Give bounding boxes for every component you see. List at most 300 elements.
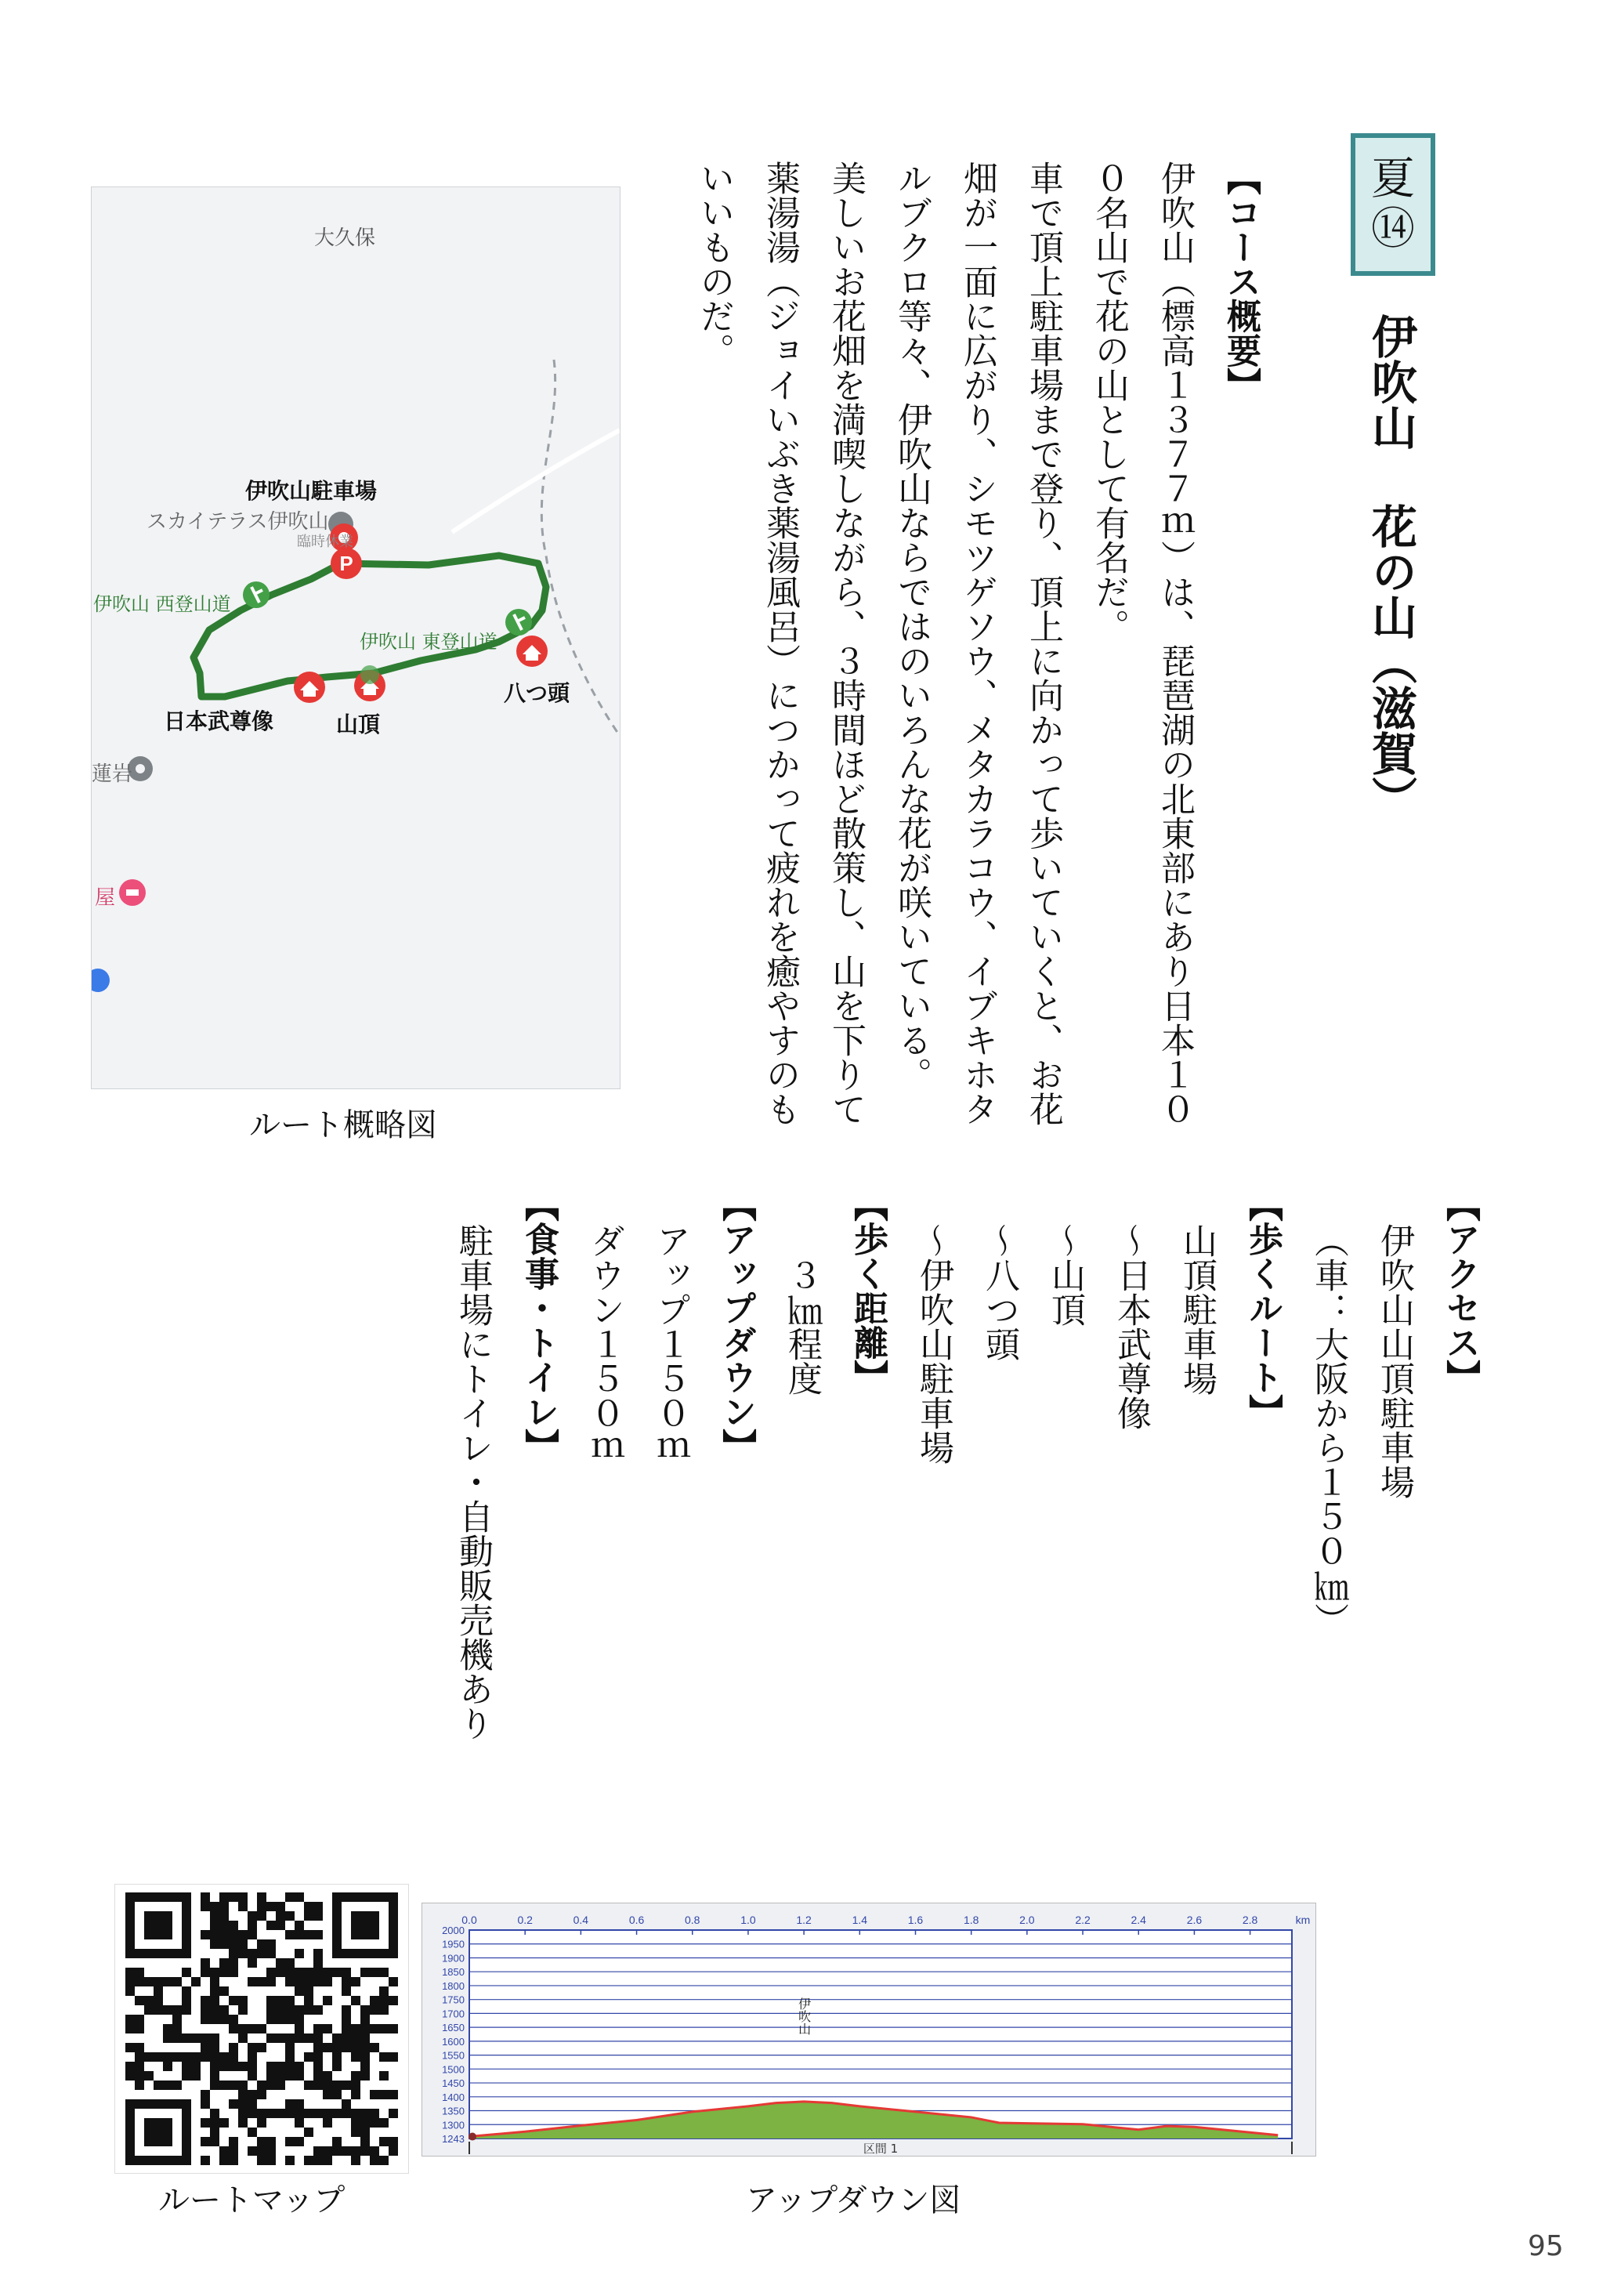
qr-module: [360, 2062, 370, 2071]
qr-module: [266, 2005, 276, 2015]
updown-heading: 【アップダウン】: [716, 1187, 756, 1463]
qr-module: [144, 1977, 154, 1986]
qr-module: [238, 2118, 248, 2128]
x-unit-label: km: [1295, 1914, 1311, 1926]
qr-module: [135, 1996, 144, 2005]
qr-module: [351, 2146, 360, 2156]
section-label: 区間 1: [863, 2142, 899, 2156]
route-step: ～山頂: [1045, 1223, 1085, 1327]
qr-module: [313, 2109, 323, 2118]
qr-module: [351, 2043, 360, 2052]
qr-module: [135, 2071, 144, 2081]
qr-module: [210, 2062, 219, 2071]
qr-module: [342, 2109, 351, 2118]
y-tick-label: 1450: [442, 2077, 465, 2090]
qr-module: [201, 1958, 210, 1968]
qr-module: [379, 2156, 389, 2165]
qr-module: [285, 2015, 295, 2024]
qr-module: [163, 2005, 172, 2015]
x-tick-label: 0.4: [573, 1914, 589, 1926]
qr-module: [313, 1958, 323, 1968]
qr-module: [295, 1930, 304, 1939]
qr-module: [257, 1939, 266, 1949]
blue-pin: [92, 969, 110, 992]
qr-module: [276, 1968, 285, 1977]
qr-module: [248, 2109, 257, 2118]
qr-module: [248, 2090, 257, 2099]
qr-module: [370, 1996, 379, 2005]
qr-module: [342, 1968, 351, 1977]
x-tick-label: 1.6: [907, 1914, 924, 1926]
y-tick-label: 1550: [442, 2049, 465, 2062]
qr-module: [257, 2146, 266, 2156]
qr-module: [210, 1996, 219, 2005]
qr-module: [285, 2005, 295, 2015]
y-tick-label: 1300: [442, 2119, 465, 2131]
y-tick-label: 2000: [442, 1925, 465, 1936]
qr-module: [370, 2005, 379, 2015]
qr-module: [182, 1986, 191, 1996]
qr-module: [266, 1902, 276, 1911]
qr-module: [342, 2043, 351, 2052]
qr-module: [257, 1977, 266, 1986]
qr-module: [201, 1996, 210, 2005]
qr-module: [295, 2033, 304, 2043]
qr-module: [285, 2052, 295, 2062]
qr-module: [172, 2024, 182, 2033]
qr-module: [238, 1939, 248, 1949]
qr-module: [360, 2128, 370, 2137]
y-tick-label: 1400: [442, 2091, 465, 2103]
qr-module: [125, 1977, 135, 1986]
qr-module: [323, 1977, 332, 1986]
qr-module: [210, 2015, 219, 2024]
qr-module: [370, 2043, 379, 2052]
qr-module: [125, 2015, 135, 2024]
qr-module: [238, 2090, 248, 2099]
qr-module: [276, 2005, 285, 2015]
qr-module: [266, 2033, 276, 2043]
qr-module: [238, 1949, 248, 1958]
y-tick-label: 1700: [442, 2008, 465, 2020]
qr-module: [304, 1902, 313, 1911]
map-label-east-trail: 伊吹山 東登山道: [360, 631, 497, 653]
qr-module: [313, 2062, 323, 2071]
qr-module: [276, 2109, 285, 2118]
qr-module: [360, 2015, 370, 2024]
qr-module: [285, 2099, 295, 2109]
qr-module: [229, 2137, 238, 2146]
qr-module: [351, 2071, 360, 2081]
qr-module: [370, 2024, 379, 2033]
qr-module: [219, 2052, 229, 2062]
qr-module: [144, 2071, 154, 2081]
qr-module: [248, 2043, 257, 2052]
map-graphic: [92, 187, 620, 1088]
overview-paragraph: 伊吹山（標高１３７７ｍ）は、琵琶湖の北東部にあり日本１００名山で花の山として有名だ。: [1089, 161, 1195, 1126]
x-tick-label: 0.6: [628, 1914, 645, 1926]
qr-module: [238, 2005, 248, 2015]
qr-module: [332, 2062, 342, 2071]
down-value: ダウン１５０ｍ: [584, 1223, 624, 1465]
qr-module: [332, 2146, 342, 2156]
qr-module: [125, 2062, 135, 2071]
qr-module: [219, 1902, 229, 1911]
y-tick-label: 1750: [442, 1994, 465, 2006]
elevation-chart: [421, 1903, 1316, 2157]
start-marker: [469, 2133, 476, 2141]
qr-module: [342, 1977, 351, 1986]
qr-module: [342, 2015, 351, 2024]
qr-module: [370, 1968, 379, 1977]
map-label-rock: 蓮岩: [92, 762, 133, 786]
qr-module: [201, 2090, 210, 2099]
qr-module: [379, 2052, 389, 2062]
y-tick-label: 1243: [442, 2133, 465, 2145]
qr-module: [229, 2099, 238, 2109]
qr-module: [360, 2109, 370, 2118]
qr-module: [210, 2137, 219, 2146]
qr-finder-core: [144, 1911, 172, 1939]
qr-module: [266, 1939, 276, 1949]
y-tick-label: 1850: [442, 1966, 465, 1979]
qr-module: [304, 1986, 313, 1996]
qr-module: [351, 1996, 360, 2005]
qr-module: [154, 2052, 163, 2062]
qr-module: [304, 1968, 313, 1977]
qr-module: [135, 1968, 144, 1977]
x-tick-label: 0.8: [685, 1914, 700, 1926]
qr-module: [201, 2137, 210, 2146]
qr-module: [191, 2052, 201, 2062]
qr-module: [201, 2099, 210, 2109]
qr-module: [304, 2033, 313, 2043]
qr-module: [266, 2109, 276, 2118]
qr-module: [257, 2109, 266, 2118]
x-tick-label: 1.4: [852, 1914, 868, 1926]
qr-module: [219, 1930, 229, 1939]
qr-module: [210, 2081, 219, 2090]
qr-module: [125, 2071, 135, 2081]
qr-module: [172, 2081, 182, 2090]
qr-module: [266, 2015, 276, 2024]
qr-module: [201, 2005, 210, 2015]
qr-module: [257, 1911, 266, 1921]
qr-module: [323, 1968, 332, 1977]
qr-module: [276, 1921, 285, 1930]
qr-module: [210, 1930, 219, 1939]
qr-module: [182, 2033, 191, 2043]
qr-module: [229, 2081, 238, 2090]
qr-module: [304, 2128, 313, 2137]
qr-module: [360, 1968, 370, 1977]
qr-module: [285, 1958, 295, 1968]
qr-module: [257, 2137, 266, 2146]
qr-module: [210, 2109, 219, 2118]
qr-module: [182, 2062, 191, 2071]
qr-module: [389, 2109, 398, 2118]
qr-module: [370, 2109, 379, 2118]
qr-module: [379, 2071, 389, 2081]
qr-module: [219, 2118, 229, 2128]
qr-module: [135, 2024, 144, 2033]
qr-module: [360, 2146, 370, 2156]
route-step: ～日本武尊像: [1111, 1223, 1151, 1430]
qr-module: [351, 2081, 360, 2090]
qr-module: [285, 2043, 295, 2052]
yatsuatama-pin: [516, 636, 548, 667]
qr-module: [163, 2052, 172, 2062]
qr-module: [295, 2005, 304, 2015]
qr-module: [257, 2156, 266, 2165]
qr-module: [238, 1892, 248, 1902]
qr-module: [201, 2033, 210, 2043]
qr-module: [379, 1996, 389, 2005]
qr-module: [248, 1958, 257, 1968]
qr-module: [210, 1977, 219, 1986]
qr-module: [144, 2052, 154, 2062]
qr-module: [351, 2128, 360, 2137]
qr-module: [257, 1949, 266, 1958]
access-heading: 【アクセス】: [1440, 1187, 1480, 1394]
qr-module: [266, 2062, 276, 2071]
qr-module: [389, 2090, 398, 2099]
qr-module: [323, 2146, 332, 2156]
route-heading: 【歩くルート】: [1243, 1187, 1283, 1429]
qr-module: [285, 2062, 295, 2071]
qr-module: [313, 2024, 323, 2033]
access-car: （車：大阪から１５０㎞）: [1308, 1223, 1348, 1637]
distance-heading: 【歩く距離】: [848, 1187, 888, 1394]
qr-module: [257, 2024, 266, 2033]
qr-module: [266, 2146, 276, 2156]
qr-module: [276, 2033, 285, 2043]
qr-module: [248, 1977, 257, 1986]
qr-module: [154, 1977, 163, 1986]
qr-module: [229, 2043, 238, 2052]
qr-module: [304, 1996, 313, 2005]
qr-module: [295, 2071, 304, 2081]
qr-module: [323, 2109, 332, 2118]
qr-module: [191, 2071, 201, 2081]
qr-module: [304, 2081, 313, 2090]
qr-module: [210, 2052, 219, 2062]
qr-module: [313, 1977, 323, 1986]
qr-graphic: [115, 1885, 408, 2173]
qr-module: [266, 2071, 276, 2081]
qr-module: [304, 2052, 313, 2062]
elevation-graphic: [422, 1903, 1315, 2156]
access-place: 伊吹山山頂駐車場: [1374, 1223, 1414, 1499]
qr-module: [201, 1968, 210, 1977]
qr-module: [229, 2052, 238, 2062]
qr-module: [163, 2062, 172, 2071]
qr-module: [229, 1958, 238, 1968]
qr-module: [266, 1949, 276, 1958]
qr-module: [342, 2033, 351, 2043]
course-number: ⑭: [1371, 204, 1415, 255]
qr-module: [248, 2099, 257, 2109]
route-map[interactable]: [91, 187, 620, 1089]
qr-module: [229, 1892, 238, 1902]
season-badge: [1351, 133, 1435, 276]
x-tick-label: 2.0: [1019, 1914, 1035, 1926]
qr-module: [219, 2081, 229, 2090]
qr-module: [154, 1986, 163, 1996]
qr-module: [210, 2128, 219, 2137]
qr-module: [182, 2005, 191, 2015]
qr-module: [304, 2109, 313, 2118]
qr-module: [342, 2146, 351, 2156]
qr-module: [135, 1977, 144, 1986]
qr-module: [172, 2015, 182, 2024]
qr-module: [313, 2005, 323, 2015]
qr-module: [163, 2033, 172, 2043]
qr-module: [313, 2071, 323, 2081]
qr-module: [332, 2052, 342, 2062]
qr-module: [238, 1930, 248, 1939]
qr-module: [248, 2071, 257, 2081]
qr-module: [248, 1930, 257, 1939]
qr-module: [257, 2090, 266, 2099]
qr-module: [360, 2024, 370, 2033]
x-tick-label: 1.0: [740, 1914, 756, 1926]
qr-module: [135, 2015, 144, 2024]
qr-module: [210, 1968, 219, 1977]
qr-module: [229, 1921, 238, 1930]
qr-caption: ルートマップ: [158, 2182, 346, 2218]
qr-module: [210, 2005, 219, 2015]
qr-module: [163, 2024, 172, 2033]
qr-module: [389, 2052, 398, 2062]
qr-module: [295, 1892, 304, 1902]
qr-module: [360, 2071, 370, 2081]
qr-module: [313, 1911, 323, 1921]
food-heading: 【食事・トイレ】: [519, 1187, 559, 1463]
qr-module: [182, 2071, 191, 2081]
qr-module: [248, 1911, 257, 1921]
qr-module: [295, 2024, 304, 2033]
route-step: ～八つ頭: [979, 1223, 1019, 1361]
map-label-yatsuatama: 八つ頭: [504, 680, 570, 706]
qr-module: [295, 1949, 304, 1958]
qr-module: [351, 2118, 360, 2128]
qr-module: [360, 2033, 370, 2043]
qr-module: [370, 2156, 379, 2165]
qr-module: [219, 2146, 229, 2156]
qr-module: [276, 2071, 285, 2081]
qr-module: [144, 2005, 154, 2015]
qr-module: [238, 2081, 248, 2090]
qr-module: [238, 2033, 248, 2043]
x-tick-label: 2.2: [1075, 1914, 1091, 1926]
qr-module: [276, 1902, 285, 1911]
qr-module: [313, 2146, 323, 2156]
map-label-summit: 山頂: [336, 712, 381, 737]
qr-module: [304, 1911, 313, 1921]
qr-module: [295, 2118, 304, 2128]
qr-module: [360, 2043, 370, 2052]
qr-module: [342, 2005, 351, 2015]
qr-module: [379, 1986, 389, 1996]
qr-module: [229, 2062, 238, 2071]
y-tick-label: 1900: [442, 1952, 465, 1965]
qr-module: [323, 2118, 332, 2128]
qr-module: [135, 2052, 144, 2062]
qr-module: [201, 2052, 210, 2062]
qr-module: [351, 2033, 360, 2043]
qr-module: [360, 2137, 370, 2146]
qr-module: [295, 1968, 304, 1977]
qr-module: [172, 2005, 182, 2015]
qr-module: [389, 1996, 398, 2005]
qr-module: [332, 2043, 342, 2052]
qr-module: [276, 2081, 285, 2090]
qr-module: [323, 2024, 332, 2033]
qr-module: [201, 2156, 210, 2165]
qr-module: [285, 2071, 295, 2081]
qr-module: [304, 1977, 313, 1986]
qr-module: [351, 1977, 360, 1986]
qr-module: [276, 2015, 285, 2024]
qr-module: [219, 2005, 229, 2015]
qr-module: [332, 2081, 342, 2090]
qr-module: [266, 1977, 276, 1986]
distance-value: ３㎞程度: [782, 1258, 822, 1396]
qr-module: [229, 2015, 238, 2024]
qr-module: [276, 1996, 285, 2005]
qr-module: [285, 1892, 295, 1902]
qr-module: [360, 2118, 370, 2128]
season-label: 夏: [1371, 154, 1415, 205]
qr-module: [342, 1986, 351, 1996]
qr-module: [379, 2137, 389, 2146]
qr-module: [210, 1902, 219, 1911]
qr-module: [313, 1930, 323, 1939]
qr-module: [285, 2109, 295, 2118]
qr-module: [219, 1986, 229, 1996]
qr-module: [266, 2137, 276, 2146]
qr-module: [389, 2024, 398, 2033]
route-qr-code[interactable]: [114, 1884, 409, 2174]
qr-module: [323, 1996, 332, 2005]
qr-module: [210, 1911, 219, 1921]
qr-module: [219, 1939, 229, 1949]
qr-module: [210, 2118, 219, 2128]
qr-module: [313, 2081, 323, 2090]
qr-module: [304, 2005, 313, 2015]
y-tick-label: 1600: [442, 2035, 465, 2048]
qr-module: [351, 2156, 360, 2165]
qr-module: [163, 1977, 172, 1986]
qr-module: [154, 2081, 163, 2090]
qr-module: [342, 2099, 351, 2109]
qr-module: [219, 1911, 229, 1921]
qr-module: [257, 2118, 266, 2128]
qr-module: [210, 1939, 219, 1949]
qr-module: [351, 2052, 360, 2062]
qr-module: [182, 1968, 191, 1977]
qr-module: [370, 2146, 379, 2156]
qr-module: [332, 1968, 342, 1977]
qr-module: [379, 2090, 389, 2099]
course-overview: [681, 161, 1273, 1132]
qr-module: [285, 1977, 295, 1986]
qr-module: [257, 1902, 266, 1911]
qr-module: [219, 1892, 229, 1902]
qr-module: [210, 2043, 219, 2052]
qr-module: [210, 2033, 219, 2043]
